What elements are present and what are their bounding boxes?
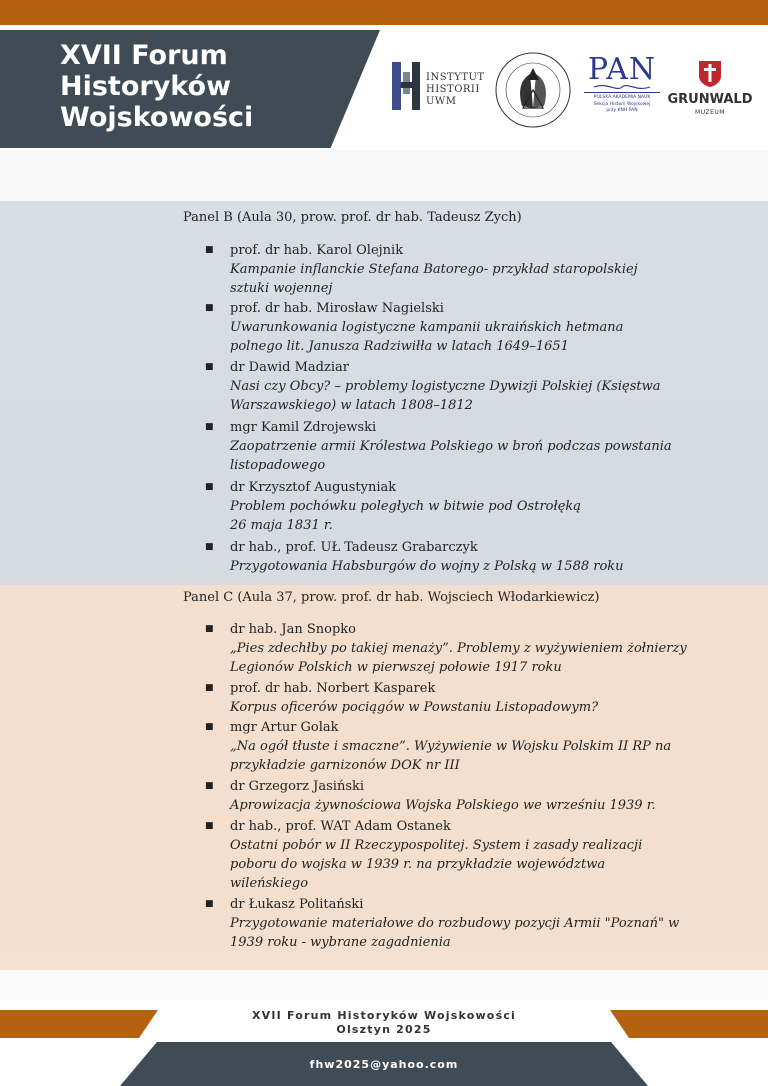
bullet-icon: ■	[205, 422, 214, 432]
speaker-name: prof. dr hab. Norbert Kasparek	[230, 681, 436, 696]
pan-logo	[584, 52, 660, 124]
talk-title: poboru do wojska w 1939 r. na przykładzie województwa	[230, 857, 606, 872]
talk-title: „Na ogół tłuste i smaczne”. Wyżywienie w Wojsku Polskim II RP na	[230, 739, 672, 754]
list-item	[205, 817, 695, 893]
bullet-icon: ■	[205, 821, 214, 831]
institute-mark-icon	[392, 62, 420, 110]
talk-title: listopadowego	[230, 458, 326, 473]
talk-title: przykładzie garnizonów DOK nr III	[230, 758, 460, 773]
grunwald-logo-name: GRUNWALD	[667, 92, 753, 107]
talk-title: polnego lit. Janusza Radziwiłła w latach 1649–1651	[230, 339, 569, 354]
talk-title: „Pies zdechłby po takiej menaży”. Problemy z wyżywieniem żołnierzy	[230, 641, 687, 656]
background-fade-bottom	[0, 970, 768, 1010]
speaker-name: mgr Artur Golak	[230, 720, 339, 735]
list-item	[205, 895, 695, 952]
bullet-icon: ■	[205, 362, 214, 372]
list-item	[205, 718, 695, 775]
talk-title: Uwarunkowania logistyczne kampanii ukraińskich hetmana	[230, 320, 624, 335]
bullet-icon: ■	[205, 482, 214, 492]
footer-event-name	[0, 1009, 768, 1037]
speaker-name: dr hab. Jan Snopko	[230, 622, 356, 637]
pan-logo-section: przy KNH PAN	[606, 108, 638, 113]
background-fade	[0, 150, 768, 201]
talk-title: Przygotowanie materiałowe do rozbudowy pozycji Armii "Poznań" w	[230, 916, 680, 931]
panel-c-heading: Panel C (Aula 37, prow. prof. dr hab. Wojsciech Włodarkiewicz)	[183, 590, 600, 605]
speaker-name: dr Grzegorz Jasiński	[230, 779, 365, 794]
institute-logo	[392, 60, 487, 112]
institute-logo-text: UWM	[426, 96, 457, 107]
talk-title: Przygotowania Habsburgów do wojny z Polską w 1588 roku	[230, 559, 624, 574]
institute-logo-text: HISTORII	[426, 84, 480, 95]
talk-title: Legionów Polskich w pierwszej połowie 1917 roku	[230, 660, 562, 675]
speaker-name: dr hab., prof. UŁ Tadeusz Grabarczyk	[230, 540, 478, 555]
list-item	[205, 358, 695, 415]
talk-title: 1939 roku - wybrane zagadnienia	[230, 935, 451, 950]
pan-logo-subtitle: POLSKA AKADEMIA NAUK	[584, 92, 660, 100]
talk-title: Warszawskiego) w latach 1808–1812	[230, 398, 473, 413]
contact-email: fhw2025@yahoo.com	[309, 1058, 459, 1071]
bullet-icon: ■	[205, 303, 214, 313]
speaker-name: dr Dawid Madziar	[230, 360, 349, 375]
talk-title: Aprowizacja żywnościowa Wojska Polskiego we wrześniu 1939 r.	[230, 798, 656, 813]
talk-title: Problem pochówku poległych w bitwie pod Ostrołęką	[230, 499, 582, 514]
bullet-icon: ■	[205, 899, 214, 909]
pan-logo-section: Sekcja Historii Wojskowej	[593, 102, 651, 107]
event-title-line: XVII Forum	[60, 40, 228, 71]
top-accent-bar	[0, 0, 768, 25]
bullet-icon: ■	[205, 722, 214, 732]
footer-line: XVII Forum Historyków Wojskowości	[251, 1009, 517, 1022]
list-item	[205, 241, 695, 298]
pan-logo-name: PAN	[587, 52, 657, 87]
bullet-icon: ■	[205, 683, 214, 693]
list-item	[205, 679, 695, 717]
speaker-name: mgr Kamil Zdrojewski	[230, 420, 377, 435]
talk-title: Kampanie inflanckie Stefana Batorego- przykład staropolskiej	[230, 262, 638, 277]
grunwald-museum-logo	[664, 60, 756, 120]
talk-title: wileńskiego	[230, 876, 309, 891]
list-item	[205, 620, 695, 677]
speaker-name: prof. dr hab. Karol Olejnik	[230, 243, 404, 258]
list-item	[205, 538, 695, 576]
grunwald-logo-subtitle: MUZEUM	[695, 109, 725, 116]
institute-logo-text: INSTYTUT	[426, 72, 485, 83]
pan-swirl-icon	[592, 82, 652, 92]
footer-line: Olsztyn 2025	[336, 1023, 432, 1036]
speaker-name: dr Łukasz Politański	[230, 897, 364, 912]
list-item	[205, 478, 695, 535]
talk-title: Nasi czy Obcy? – problemy logistyczne Dywizji Polskiej (Księstwa	[230, 379, 661, 394]
association-seal-logo	[492, 50, 574, 130]
talk-title: Zaopatrzenie armii Królestwa Polskiego w broń podczas powstania	[230, 439, 672, 454]
bullet-icon: ■	[205, 624, 214, 634]
bullet-icon: ■	[205, 781, 214, 791]
talk-title: sztuki wojennej	[230, 281, 333, 296]
speaker-name: dr Krzysztof Augustyniak	[230, 480, 397, 495]
list-item	[205, 777, 695, 815]
event-title-line: Wojskowości	[60, 102, 254, 133]
bullet-icon: ■	[205, 245, 214, 255]
speaker-name: prof. dr hab. Mirosław Nagielski	[230, 301, 444, 316]
talk-title: Ostatni pobór w II Rzeczypospolitej. System i zasady realizacji	[230, 838, 643, 853]
event-title-line: Historyków	[60, 71, 232, 102]
talk-title: Korpus oficerów pociągów w Powstaniu Listopadowym?	[230, 700, 599, 715]
speaker-name: dr hab., prof. WAT Adam Ostanek	[230, 819, 451, 834]
list-item	[205, 418, 695, 475]
association-seal-icon	[492, 50, 574, 130]
list-item	[205, 299, 695, 356]
talk-title: 26 maja 1831 r.	[230, 518, 333, 533]
grunwald-shield-icon	[698, 60, 722, 88]
panel-b-heading: Panel B (Aula 30, prow. prof. dr hab. Tadeusz Zych)	[183, 210, 522, 225]
bullet-icon: ■	[205, 542, 214, 552]
event-title	[60, 40, 253, 133]
